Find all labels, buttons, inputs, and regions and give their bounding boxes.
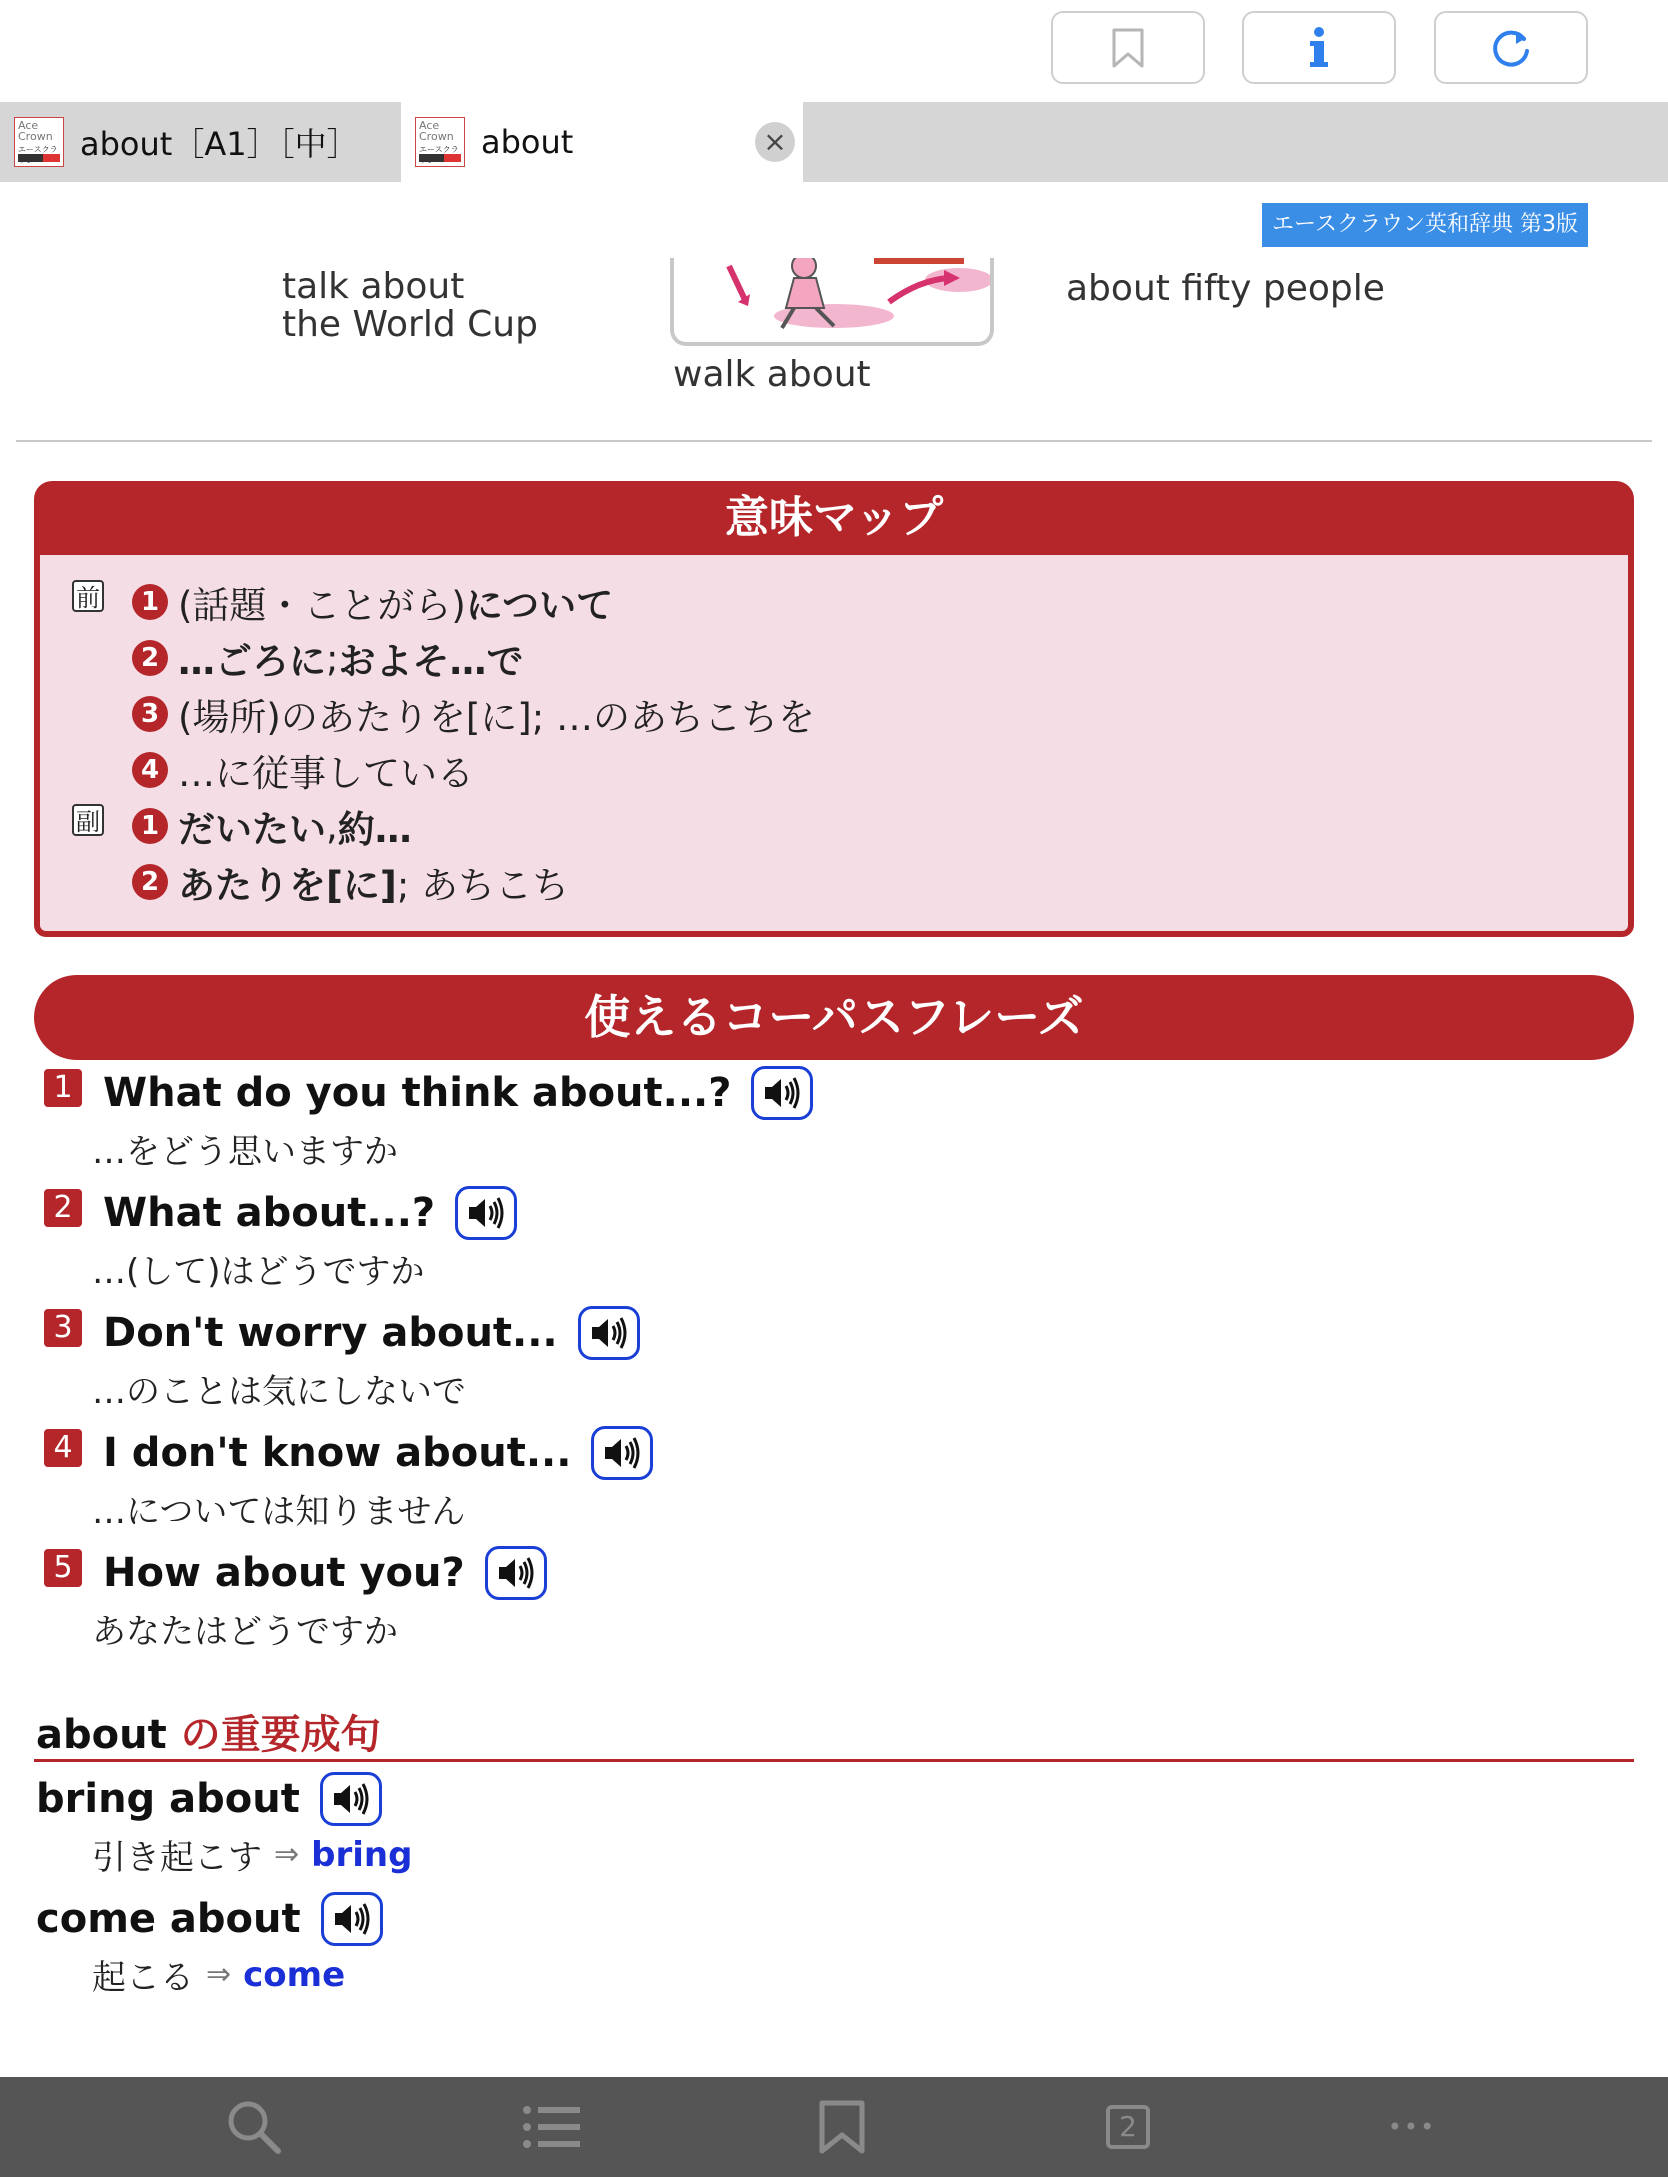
cross-reference-link[interactable]: come xyxy=(243,1954,346,1995)
phrase-japanese: …(して)はどうですか xyxy=(92,1252,425,1292)
tabs-count-icon: 2 xyxy=(1106,2105,1150,2149)
illustration-image xyxy=(670,258,994,346)
dictionary-logo-icon: Ace Crown エースクラ xyxy=(415,117,465,167)
dictionary-logo-icon: Ace Crown エースクラ xyxy=(14,117,64,167)
speaker-icon xyxy=(762,1076,802,1110)
phrase-japanese: あなたはどうですか xyxy=(92,1612,398,1652)
speaker-icon xyxy=(589,1316,629,1350)
tab-about[interactable] xyxy=(401,102,803,182)
phrase-japanese: …をどう思いますか xyxy=(92,1132,398,1172)
refresh-button[interactable] xyxy=(1434,11,1588,84)
speaker-icon xyxy=(496,1556,536,1590)
speaker-icon xyxy=(466,1196,506,1230)
pos-adverb-label: 副 xyxy=(72,804,104,836)
phrase-number: 1 xyxy=(44,1069,82,1107)
sense-number: 2 xyxy=(132,640,168,676)
meaning-map-title: 意味マップ xyxy=(34,481,1634,555)
play-audio-button[interactable] xyxy=(321,1892,383,1946)
corpus-phrase xyxy=(0,1066,1668,1186)
divider xyxy=(16,440,1652,442)
history-list-button[interactable] xyxy=(492,2077,612,2177)
speaker-icon xyxy=(602,1436,642,1470)
walking-figure-image xyxy=(674,258,994,346)
phrase-english: What do you think about...? xyxy=(103,1070,732,1116)
play-audio-button[interactable] xyxy=(591,1426,653,1480)
close-tab-icon[interactable]: × xyxy=(755,122,795,162)
bookmark-button[interactable] xyxy=(1051,11,1205,84)
phrase-english: I don't know about... xyxy=(103,1430,572,1476)
section-underline xyxy=(34,1759,1634,1762)
tab-label: about［A1］［中］ xyxy=(80,125,359,163)
idiom-entry xyxy=(0,1892,1668,2012)
bookmarks-button[interactable] xyxy=(782,2077,902,2177)
info-icon xyxy=(1307,26,1331,70)
more-icon: ••• xyxy=(1387,2113,1437,2141)
info-button[interactable] xyxy=(1242,11,1396,84)
phrase-number: 5 xyxy=(44,1549,82,1587)
important-phrases-title: about の重要成句 xyxy=(36,1712,381,1758)
see-also-arrow-icon: ⇒ xyxy=(206,1957,232,1992)
play-audio-button[interactable] xyxy=(485,1546,547,1600)
search-icon xyxy=(224,2097,284,2157)
corpus-phrase xyxy=(0,1306,1668,1426)
phrase-english: How about you? xyxy=(103,1550,465,1596)
play-audio-button[interactable] xyxy=(455,1186,517,1240)
pos-preposition-label: 前 xyxy=(72,580,104,612)
cross-reference-link[interactable]: bring xyxy=(311,1834,413,1875)
phrase-number: 3 xyxy=(44,1309,82,1347)
speaker-icon xyxy=(331,1782,371,1816)
sense-number: 3 xyxy=(132,696,168,732)
bookmark-icon xyxy=(818,2099,866,2155)
top-toolbar xyxy=(0,0,1668,102)
sense-number: 4 xyxy=(132,752,168,788)
sense-number: 1 xyxy=(132,584,168,620)
idiom-japanese: 起こる xyxy=(92,1958,194,1998)
illustration-caption: talk about xyxy=(282,266,465,307)
corpus-phrase xyxy=(0,1546,1668,1666)
phrase-number: 2 xyxy=(44,1189,82,1227)
phrase-english: Don't worry about... xyxy=(103,1310,558,1356)
corpus-phrases-title: 使えるコーパスフレーズ xyxy=(34,975,1634,1060)
tab-label: about xyxy=(481,123,574,161)
see-also-arrow-icon: ⇒ xyxy=(274,1837,300,1872)
phrase-english: What about...? xyxy=(103,1190,436,1236)
search-button[interactable] xyxy=(194,2077,314,2177)
idiom-english: bring about xyxy=(36,1776,300,1822)
refresh-icon xyxy=(1488,25,1534,71)
sense-number: 1 xyxy=(132,808,168,844)
bookmark-icon xyxy=(1111,27,1145,69)
idiom-english: come about xyxy=(36,1896,301,1942)
meaning-item: 2 あたりを[に] ; あちこち xyxy=(132,855,569,909)
phrase-japanese: …については知りません xyxy=(92,1492,466,1532)
tab-about-a1[interactable] xyxy=(0,102,398,182)
play-audio-button[interactable] xyxy=(751,1066,813,1120)
corpus-phrase xyxy=(0,1186,1668,1306)
illustration-caption: about fifty people xyxy=(1066,268,1385,309)
meaning-map xyxy=(34,555,1634,937)
tab-strip xyxy=(0,102,1668,182)
illustration-caption: the World Cup xyxy=(282,304,538,345)
corpus-phrase xyxy=(0,1426,1668,1546)
meaning-item: 1 だいたい , 約… xyxy=(132,799,412,853)
tabs-button[interactable] xyxy=(1068,2077,1188,2177)
phrase-number: 4 xyxy=(44,1429,82,1467)
idiom-entry xyxy=(0,1772,1668,1892)
bottom-toolbar xyxy=(0,2077,1668,2177)
speaker-icon xyxy=(332,1902,372,1936)
play-audio-button[interactable] xyxy=(320,1772,382,1826)
more-button[interactable] xyxy=(1352,2077,1472,2177)
dictionary-badge: エースクラウン英和辞典 第3版 xyxy=(1262,203,1588,247)
phrase-japanese: …のことは気にしないで xyxy=(92,1372,466,1412)
list-icon xyxy=(522,2102,582,2152)
meaning-item: 4 …に従事している xyxy=(132,743,474,797)
meaning-item: 1 (話題・ことがら) について xyxy=(132,575,613,629)
illustration-caption: walk about xyxy=(673,354,871,395)
idiom-japanese: 引き起こす xyxy=(92,1838,262,1878)
sense-number: 2 xyxy=(132,864,168,900)
meaning-item: 2 …ごろに ; およそ…で xyxy=(132,631,523,685)
play-audio-button[interactable] xyxy=(578,1306,640,1360)
meaning-item: 3 (場所)のあたりを[に]; …のあちこちを xyxy=(132,687,815,741)
